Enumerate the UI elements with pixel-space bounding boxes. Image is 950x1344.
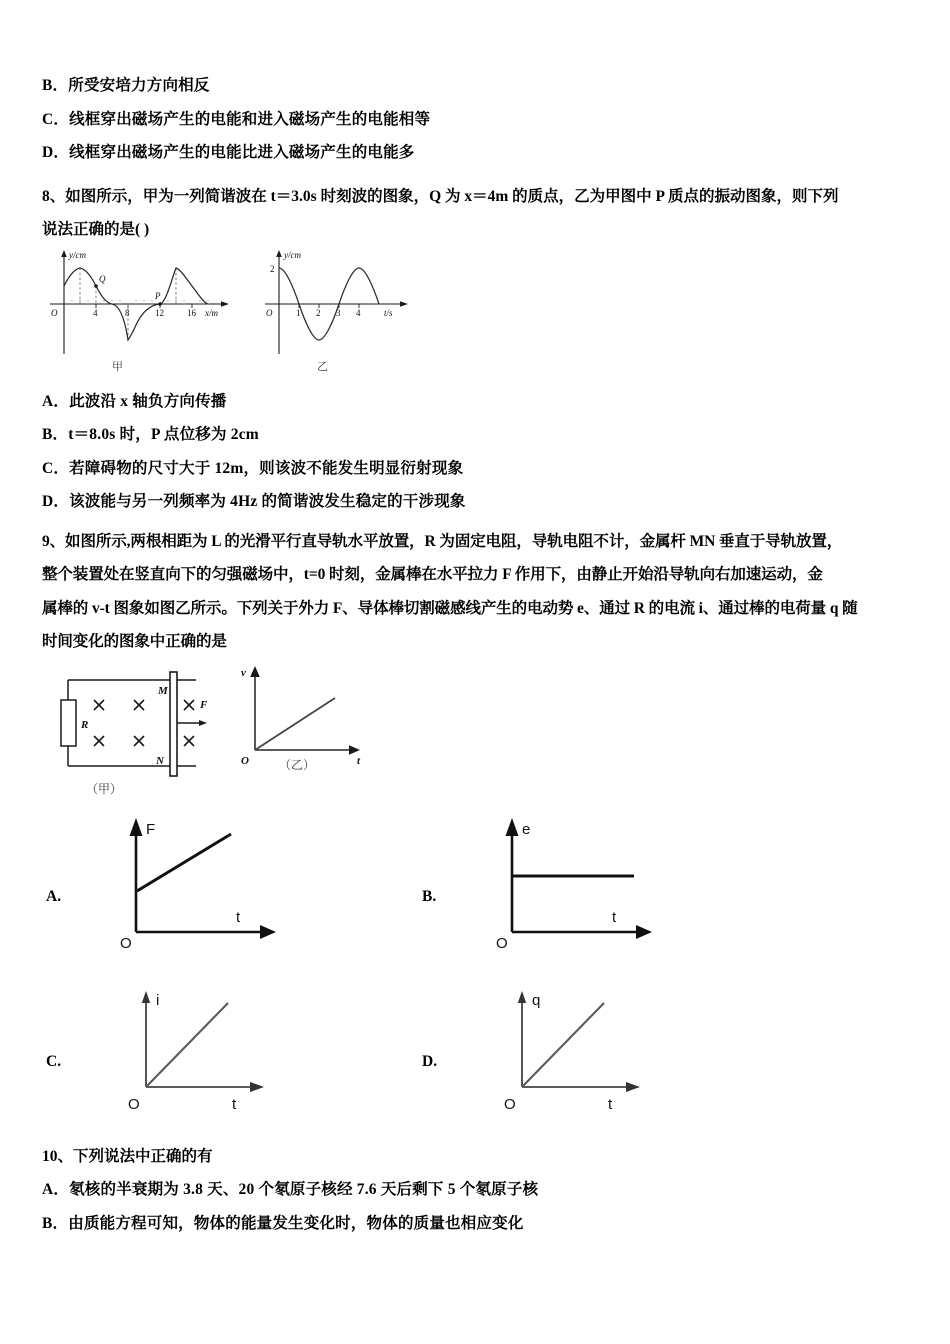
svg-text:4: 4 <box>93 307 98 318</box>
q9-vt-chart <box>227 660 407 780</box>
q9-option-d-chart <box>480 985 700 1115</box>
q8-option-a <box>42 394 922 410</box>
option-c-xlabel: t <box>232 1095 237 1113</box>
q10-option-b-label: B． <box>42 1214 69 1232</box>
rod-bottom-label: N <box>156 754 164 767</box>
svg-text:16: 16 <box>187 307 196 318</box>
vt-ylabel: v <box>241 666 246 679</box>
q9-vt-caption: （乙） <box>279 757 316 772</box>
option-b-ylabel: e <box>522 820 531 838</box>
q7-option-b <box>42 78 922 94</box>
q9-circuit-caption: （甲） <box>86 781 123 796</box>
rod-top-label: M <box>158 684 168 697</box>
q7-option-c-text: 线框穿出磁场产生的电能和进入磁场产生的电能相等 <box>69 110 431 128</box>
q8-fig-caption-yi: 乙 <box>317 360 328 373</box>
option-b-origin: O <box>496 934 508 952</box>
q8-stem-line1: 8、如图所示，甲为一列简谐波在 t＝3.0s 时刻波的图象，Q 为 x＝4m 的质点，乙为甲图中 P 质点的振动图象，则下列 <box>42 187 839 205</box>
q7-option-d-label: D． <box>42 144 70 161</box>
q8-option-a-text: 此波沿 x 轴负方向传播 <box>69 392 227 410</box>
q9-circuit-diagram <box>50 668 220 796</box>
q9-stem-line3: 属棒的 v-t 图象如图乙所示。下列关于外力 F、导体棒切割磁感线产生的电动势 e、通过 R 的电流 i、通过棒的电荷量 q 随 <box>42 599 858 617</box>
q9-option-a-chart <box>94 810 324 960</box>
q9-option-a-mark: A. <box>46 887 62 905</box>
q8-option-b <box>42 427 922 443</box>
q8-option-c-label: C． <box>42 459 70 477</box>
svg-text:1: 1 <box>296 307 301 318</box>
q8-stem-line2: 说法正确的是( ) <box>42 221 150 238</box>
q9-option-d-mark: D. <box>422 1052 438 1070</box>
option-a-ylabel: F <box>146 820 156 838</box>
svg-text:t/s: t/s <box>384 307 393 318</box>
q9-option-c-mark: C. <box>46 1052 62 1070</box>
svg-text:2: 2 <box>270 263 275 274</box>
option-c-origin: O <box>128 1095 140 1113</box>
svg-text:8: 8 <box>125 307 130 318</box>
q7-option-c-label: C． <box>42 110 70 128</box>
q9-options-row-cd <box>42 985 922 1135</box>
q10-option-a-text: 氡核的半衰期为 3.8 天、20 个氡原子核经 7.6 天后剩下 5 个氡原子核 <box>69 1181 539 1198</box>
svg-text:O: O <box>266 307 273 318</box>
q7-option-b-label: B． <box>42 77 69 94</box>
q8-vibration-chart-yi <box>255 248 435 373</box>
q8-option-a-label: A． <box>42 392 70 410</box>
q9-option-c-chart <box>104 985 324 1115</box>
q7-option-d <box>42 145 922 161</box>
option-c-ylabel: i <box>156 991 160 1009</box>
q9-stem-line1: 9、如图所示,两根相距为 L 的光滑平行直导轨水平放置，R 为固定电阻，导轨电阻不计，金属杆 MN 垂直于导轨放置， <box>42 532 843 550</box>
q7-option-c <box>42 112 922 128</box>
q8-fig-caption-jia: 甲 <box>112 360 123 373</box>
q8-figure-group <box>42 248 922 373</box>
svg-text:Q: Q <box>99 273 106 284</box>
force-label: F <box>200 698 208 711</box>
vt-origin: O <box>241 754 249 767</box>
svg-text:12: 12 <box>155 307 164 318</box>
page-content <box>42 78 922 1249</box>
q10-option-b <box>42 1216 922 1232</box>
svg-text:2: 2 <box>316 307 321 318</box>
q8-wave-chart-jia <box>42 248 242 373</box>
option-d-xlabel: t <box>608 1095 613 1113</box>
option-d-origin: O <box>504 1095 516 1113</box>
q7-option-b-text: 所受安培力方向相反 <box>68 77 210 94</box>
q8-option-b-text: t＝8.0s 时，P 点位移为 2cm <box>68 426 259 443</box>
q9-options-row-ab <box>42 810 922 975</box>
option-d-ylabel: q <box>532 991 541 1009</box>
q7-option-d-text: 线框穿出磁场产生的电能比进入磁场产生的电能多 <box>69 144 415 161</box>
q8-option-b-label: B． <box>42 426 69 443</box>
q9-option-b-mark: B. <box>422 887 437 905</box>
resistor-label: R <box>81 718 89 731</box>
q8-option-c-text: 若障碍物的尺寸大于 12m，则该波不能发生明显衍射现象 <box>69 459 464 477</box>
svg-text:P: P <box>155 290 161 301</box>
q9-option-b-chart <box>470 810 700 960</box>
option-a-xlabel: t <box>236 908 241 926</box>
svg-text:y/cm: y/cm <box>69 249 86 260</box>
q8-option-c <box>42 461 922 477</box>
q10-option-a <box>42 1182 922 1198</box>
q10-stem: 10、下列说法中正确的有 <box>42 1147 213 1165</box>
svg-text:4: 4 <box>356 307 361 318</box>
q9-stem-line2: 整个装置处在竖直向下的匀强磁场中，t=0 时刻，金属棒在水平拉力 F 作用下，由静止开始沿导轨向右加速运动，金 <box>42 566 823 583</box>
svg-text:y/cm: y/cm <box>284 249 301 260</box>
q8-option-d-text: 该波能与另一列频率为 4Hz 的简谐波发生稳定的干涉现象 <box>69 493 466 510</box>
q10-option-b-text: 由质能方程可知，物体的能量发生变化时，物体的质量也相应变化 <box>68 1214 524 1232</box>
option-b-xlabel: t <box>612 908 617 926</box>
q8-option-d-label: D． <box>42 493 70 510</box>
vt-xlabel: t <box>357 754 361 767</box>
q9-stem-line4: 时间变化的图象中正确的是 <box>42 633 227 650</box>
q9-figure-group <box>42 666 922 796</box>
svg-text:O: O <box>51 307 58 318</box>
q10-option-a-label: A． <box>42 1181 70 1198</box>
svg-text:3: 3 <box>336 307 341 318</box>
svg-text:x/m: x/m <box>205 307 218 318</box>
q8-option-d <box>42 494 922 510</box>
option-a-origin: O <box>120 934 132 952</box>
